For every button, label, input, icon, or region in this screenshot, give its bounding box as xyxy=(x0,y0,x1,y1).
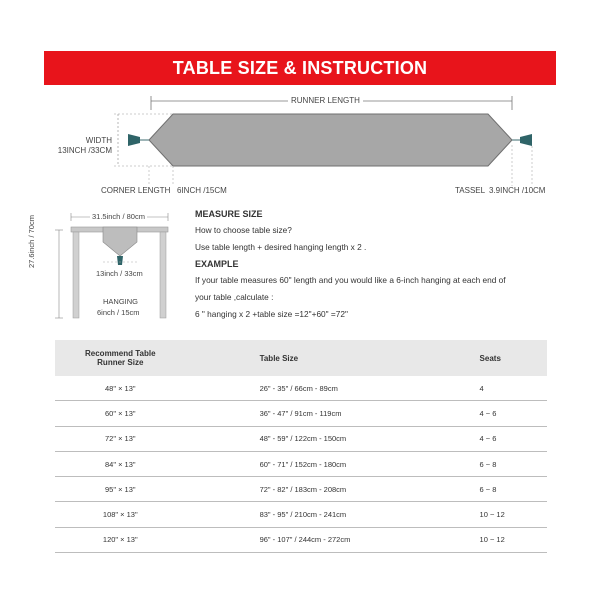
header-runner-size: Recommend Table Runner Size xyxy=(55,340,186,376)
seats-cell: 10 ~ 12 xyxy=(422,502,547,527)
runner-size-cell: 60" × 13" xyxy=(55,401,186,426)
table-size-cell: 26" - 35" / 66cm - 89cm xyxy=(186,376,422,401)
table-header-row xyxy=(55,340,547,376)
table-row xyxy=(55,477,547,502)
table-size-cell: 48" - 59" / 122cm - 150cm xyxy=(186,426,422,451)
hanging-value: 6inch / 15cm xyxy=(97,308,140,317)
hanging-label: HANGING xyxy=(103,297,139,306)
table-size-cell: 72" - 82" / 183cm - 208cm xyxy=(186,477,422,502)
runner-shape xyxy=(149,114,512,166)
seats-cell: 6 ~ 8 xyxy=(422,477,547,502)
runner-length-label: RUNNER LENGTH xyxy=(288,96,363,105)
tassel-value: 3.9INCH /10CM xyxy=(489,186,546,195)
tassel-left-icon xyxy=(128,134,140,146)
table-leg-left xyxy=(73,232,79,318)
size-table xyxy=(55,340,547,553)
measure-line-2: Use table length + desired hanging length x 2 . xyxy=(195,242,367,252)
runner-hanging-shape xyxy=(103,227,137,256)
table-row xyxy=(55,376,547,401)
header-table-size: Table Size xyxy=(186,340,422,376)
table-size-cell: 60" - 71" / 152cm - 180cm xyxy=(186,451,422,476)
width-label: WIDTH xyxy=(85,136,112,145)
page-title-banner: TABLE SIZE & INSTRUCTION xyxy=(44,51,556,85)
tassel-hanging-icon xyxy=(117,256,123,265)
seats-cell: 10 ~ 12 xyxy=(422,527,547,552)
table-row xyxy=(55,502,547,527)
seats-cell: 4 xyxy=(422,376,547,401)
table-size-cell: 96" - 107" / 244cm - 272cm xyxy=(186,527,422,552)
header-seats: Seats xyxy=(422,340,547,376)
example-line-2: your table ,calculate : xyxy=(195,292,274,302)
example-line-1: If your table measures 60" length and you would like a 6-inch hanging at each end of xyxy=(195,275,506,285)
measure-heading: MEASURE SIZE xyxy=(195,209,263,219)
seats-cell: 4 ~ 6 xyxy=(422,401,547,426)
runner-size-cell: 48" × 13" xyxy=(55,376,186,401)
runner-size-cell: 108" × 13" xyxy=(55,502,186,527)
table-row xyxy=(55,527,547,552)
example-heading: EXAMPLE xyxy=(195,259,239,269)
example-line-3: 6 " hanging x 2 +table size =12"+60" =72" xyxy=(195,309,348,319)
runner-size-cell: 84" × 13" xyxy=(55,451,186,476)
table-size-cell: 83" - 95" / 210cm - 241cm xyxy=(186,502,422,527)
table-height-label: 27.6inch / 70cm xyxy=(27,215,36,268)
table-row xyxy=(55,451,547,476)
runner-size-cell: 95" × 13" xyxy=(55,477,186,502)
table-leg-right xyxy=(160,232,166,318)
tassel-right-icon xyxy=(520,134,532,146)
instructions xyxy=(195,209,555,326)
seats-cell: 4 ~ 6 xyxy=(422,426,547,451)
tassel-label: TASSEL xyxy=(455,186,486,195)
table-row xyxy=(55,401,547,426)
runner-size-cell: 72" × 13" xyxy=(55,426,186,451)
measure-line-1: How to choose table size? xyxy=(195,225,292,235)
corner-length-label: CORNER LENGTH xyxy=(101,186,171,195)
table-row xyxy=(55,426,547,451)
seats-cell: 6 ~ 8 xyxy=(422,451,547,476)
runner-width-label: 13inch / 33cm xyxy=(96,269,143,278)
width-value: 13INCH /33CM xyxy=(57,146,112,155)
runner-size-cell: 120" × 13" xyxy=(55,527,186,552)
table-width-label: 31.5inch / 80cm xyxy=(92,212,145,221)
table-size-cell: 36" - 47" / 91cm - 119cm xyxy=(186,401,422,426)
corner-length-value: 6INCH /15CM xyxy=(177,186,227,195)
